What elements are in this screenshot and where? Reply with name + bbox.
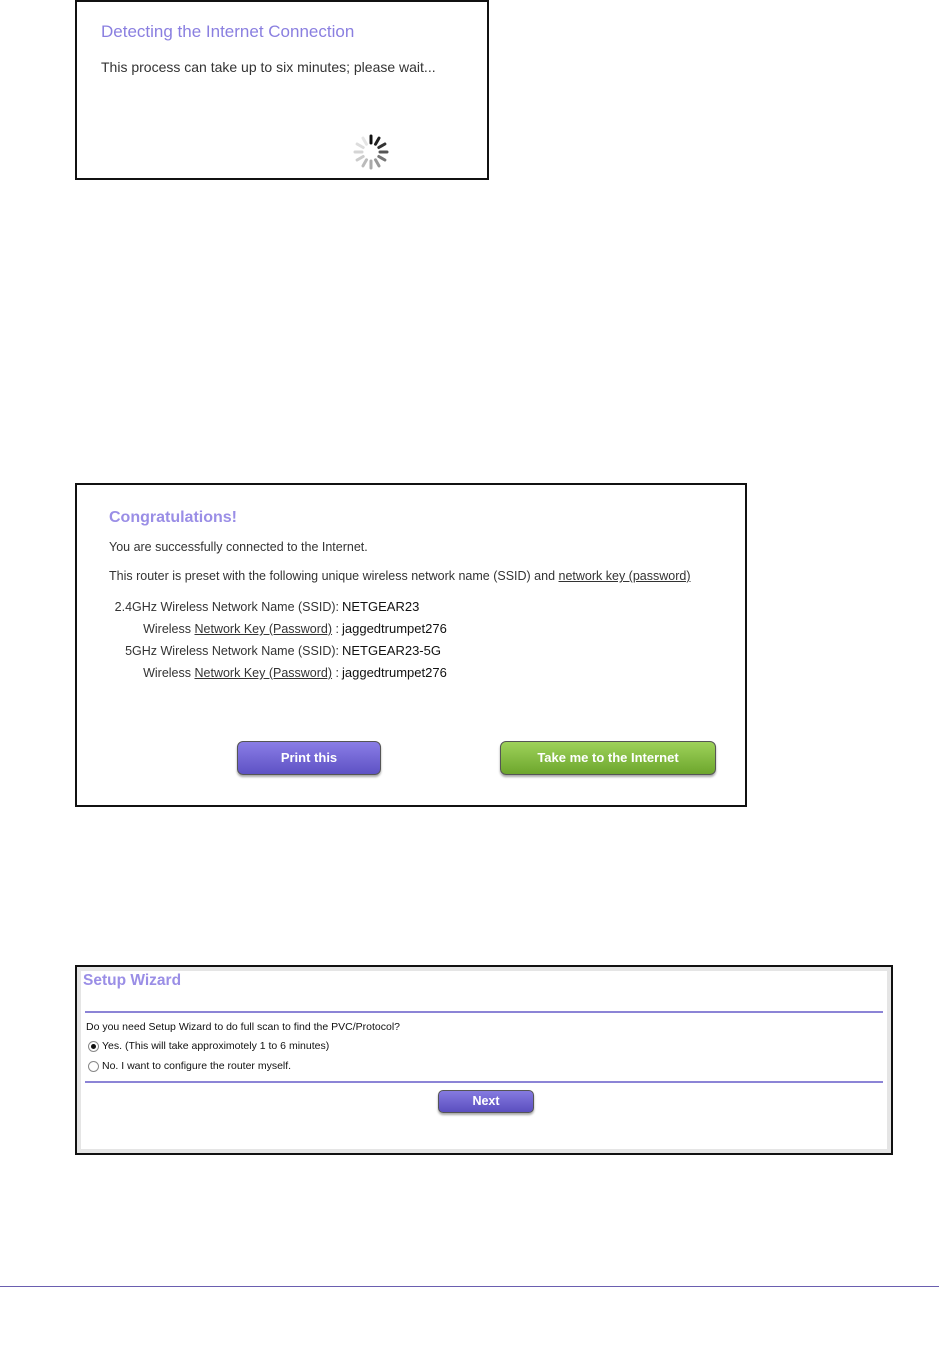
key-24-link[interactable]: Network Key (Password)	[194, 622, 333, 636]
option-no-label: No. I want to configure the router myself.	[102, 1060, 292, 1072]
wizard-title: Setup Wizard	[83, 972, 182, 989]
ssid-24-row	[113, 599, 419, 614]
network-key-link[interactable]: network key (password)	[558, 569, 691, 583]
ssid-24-value: NETGEAR23	[342, 599, 420, 614]
key-24-label	[113, 622, 339, 636]
next-button[interactable]: Next	[438, 1090, 534, 1113]
connected-message: You are successfully connected to the Internet.	[109, 540, 368, 554]
wizard-option-yes[interactable]	[88, 1040, 329, 1052]
key-5-link[interactable]: Network Key (Password)	[194, 666, 333, 680]
ssid-5-row	[113, 643, 441, 658]
congratulations-panel	[75, 483, 747, 807]
radio-yes-icon[interactable]	[88, 1041, 99, 1052]
congrats-title: Congratulations!	[109, 509, 237, 526]
print-button[interactable]: Print this	[237, 741, 381, 775]
key-5-row	[113, 665, 447, 680]
radio-no-icon[interactable]	[88, 1061, 99, 1072]
ssid-5-value: NETGEAR23-5G	[342, 643, 441, 658]
ssid-24-label	[113, 600, 339, 614]
ssid-5-label-text: 5GHz Wireless Network Name (SSID):	[125, 644, 339, 658]
key-5-value: jaggedtrumpet276	[342, 665, 447, 680]
key-5-label-suffix: :	[332, 666, 339, 680]
loading-spinner-icon	[351, 132, 391, 172]
take-me-to-internet-button[interactable]: Take me to the Internet	[500, 741, 716, 775]
option-yes-label: Yes. (This will take approximotely 1 to 6 minutes)	[102, 1040, 330, 1052]
detecting-message: This process can take up to six minutes; please wait...	[101, 59, 436, 75]
key-24-label-suffix: :	[332, 622, 339, 636]
ssid-24-label-text: 2.4GHz Wireless Network Name (SSID):	[114, 600, 339, 614]
detecting-title: Detecting the Internet Connection	[101, 22, 355, 41]
preset-message	[109, 569, 691, 583]
wizard-divider-bottom	[85, 1081, 883, 1083]
key-24-value: jaggedtrumpet276	[342, 621, 447, 636]
key-5-label	[113, 666, 339, 680]
ssid-5-label	[113, 644, 339, 658]
setup-wizard-panel	[75, 965, 893, 1155]
key-5-label-text: Wireless	[143, 666, 195, 680]
footer-divider	[0, 1286, 939, 1287]
wizard-option-no[interactable]	[88, 1060, 291, 1072]
detecting-panel	[75, 0, 489, 180]
key-24-row	[113, 621, 447, 636]
key-24-label-text: Wireless	[143, 622, 195, 636]
wizard-divider-top	[85, 1011, 883, 1013]
preset-text: This router is preset with the following unique wireless network name (SSID) and	[109, 569, 559, 583]
wizard-question: Do you need Setup Wizard to do full scan to find the PVC/Protocol?	[86, 1021, 401, 1033]
